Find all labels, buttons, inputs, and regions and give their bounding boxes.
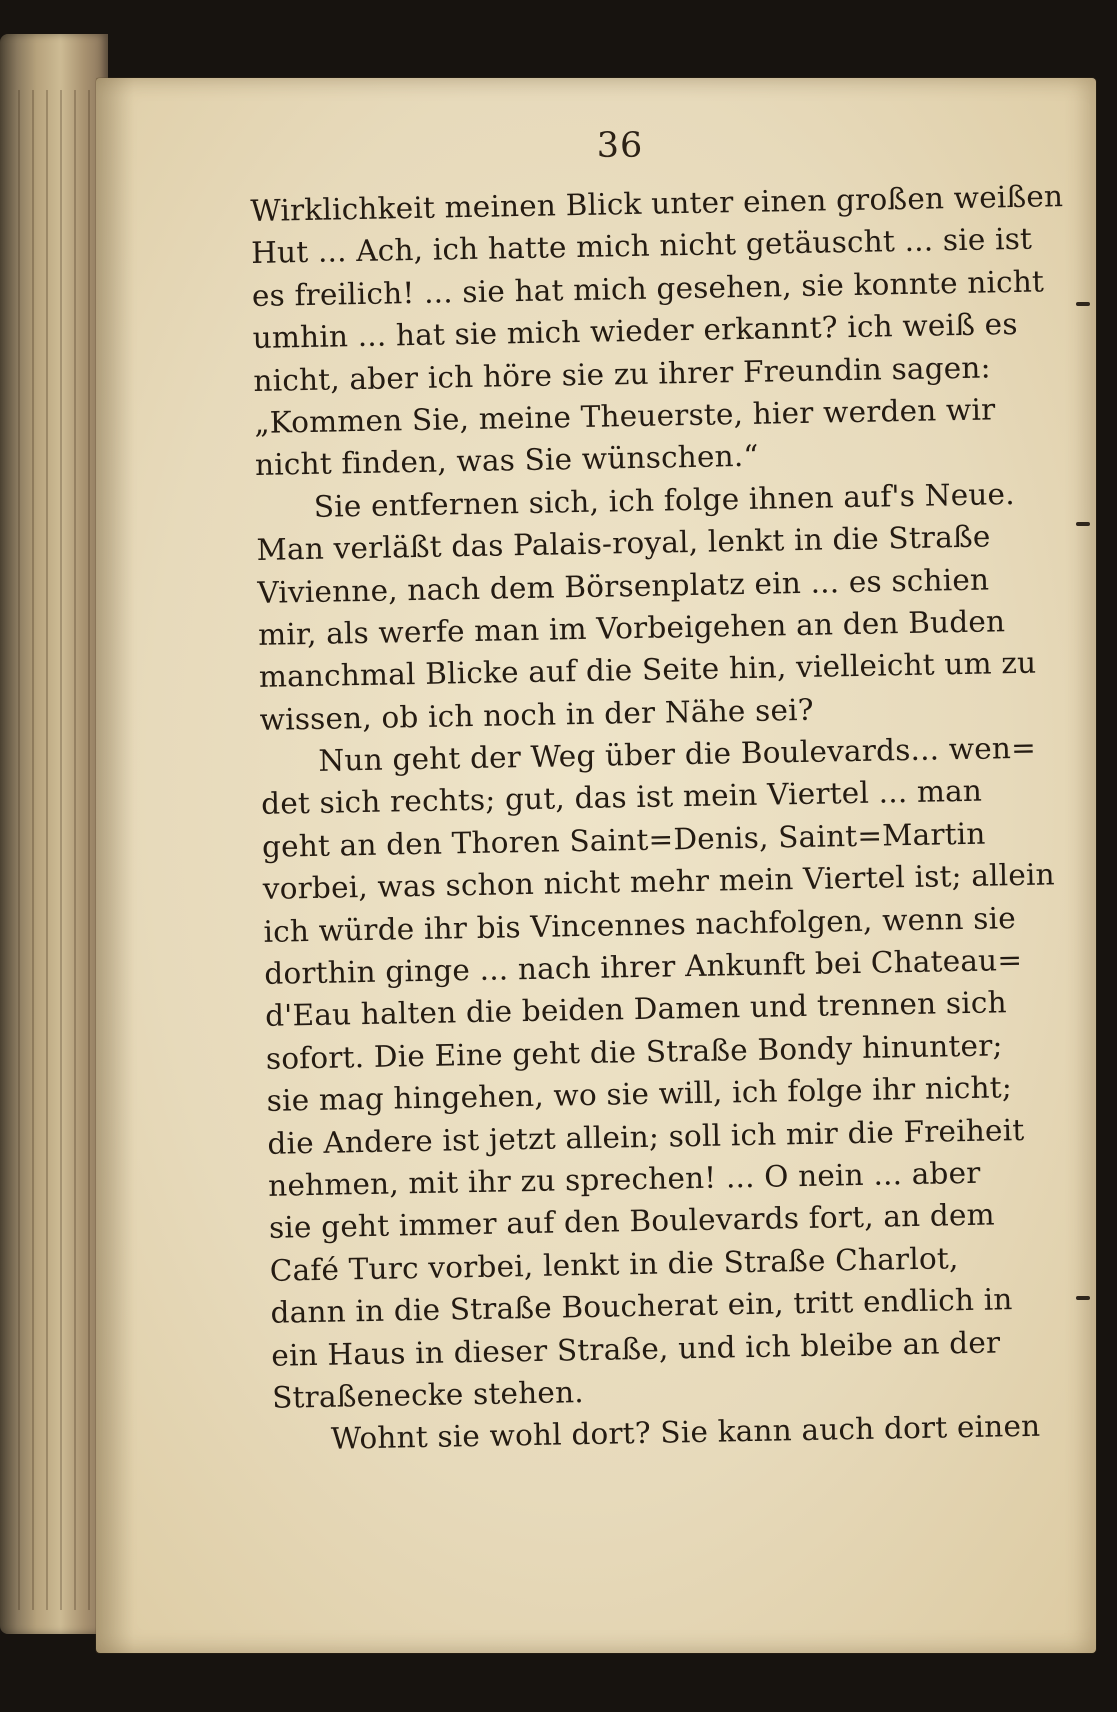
page-edge-line [88,90,90,1610]
text-line: manchmal Blicke auf die Seite hin, vielleicht um zu [258,645,1037,695]
text-line: Straßenecke stehen. [271,1375,585,1415]
text-line: d'Eau halten die beiden Damen und trennen sich [264,985,1008,1034]
paragraph-first-line: Sie entfernen sich, ich folge ihnen auf's Neue. [313,476,1016,524]
text-line: ich würde ihr bis Vincennes nachfolgen, wenn sie [263,900,1017,949]
page-edge-line [32,90,34,1610]
text-line: det sich rechts; gut, das ist mein Viertel ... man [260,774,983,822]
text-line: es freilich! ... sie hat mich gesehen, sie konnte nicht [251,264,1045,313]
text-line: dann in die Straße Boucherat ein, tritt endlich in [270,1282,1013,1330]
right-edge-mark [1076,522,1090,526]
right-edge-mark [1076,1296,1090,1300]
right-edge-mark [1076,302,1090,306]
text-line: Man verläßt das Palais-royal, lenkt in die Straße [256,519,991,568]
text-line: geht an den Thoren Saint=Denis, Saint=Martin [261,816,986,864]
page-edge-line [60,90,62,1610]
text-line: sofort. Die Eine geht die Straße Bondy hinunter; [265,1028,1003,1076]
text-line: wissen, ob ich noch in der Nähe sei? [259,692,815,737]
page-edge-line [74,90,76,1610]
text-line: Wirklichkeit meinen Blick unter einen großen weißen [250,179,1064,228]
text-line: nehmen, mit ihr zu sprechen! ... O nein ... aber [267,1155,981,1203]
body-text [250,176,1064,1510]
text-line: vorbei, was schon nicht mehr mein Viertel ist; allein [262,857,1056,907]
text-line: nicht, aber ich höre sie zu ihrer Freundin sagen: [253,350,992,398]
text-line: die Andere ist jetzt allein; soll ich mir die Freiheit [267,1112,1025,1161]
text-line: sie geht immer auf den Boulevards fort, an dem [268,1197,996,1246]
paragraph-first-line: Wohnt sie wohl dort? Sie kann auch dort einen [330,1409,1041,1457]
text-line: umhin ... hat sie mich wieder erkannt? ich weiß es [252,307,1018,356]
paragraph-first-line: Nun geht der Weg über die Boulevards... wen= [318,730,1037,778]
text-line: mir, als werfe man im Vorbeigehen an den Buden [257,604,1006,652]
text-line: Hut ... Ach, ich hatte mich nicht getäuscht ... sie ist [250,222,1033,271]
page-edge-stack [0,34,108,1634]
text-line: Café Turc vorbei, lenkt in die Straße Charlot, [269,1240,959,1288]
text-line: sie mag hingehen, wo sie will, ich folge ihr nicht; [266,1070,1013,1119]
text-line: nicht finden, was Sie wünschen.“ [254,439,759,483]
page-edge-line [18,90,20,1610]
text-line: „Kommen Sie, meine Theuerste, hier werden wir [253,392,996,440]
text-line: ein Haus in dieser Straße, und ich bleibe an der [271,1324,1001,1373]
page-edge-line [46,90,48,1610]
text-line: dorthin ginge ... nach ihrer Ankunft bei Chateau= [264,943,1023,991]
page-number: 36 [596,126,644,166]
text-line: Vivienne, nach dem Börsenplatz ein ... es schien [257,562,990,610]
